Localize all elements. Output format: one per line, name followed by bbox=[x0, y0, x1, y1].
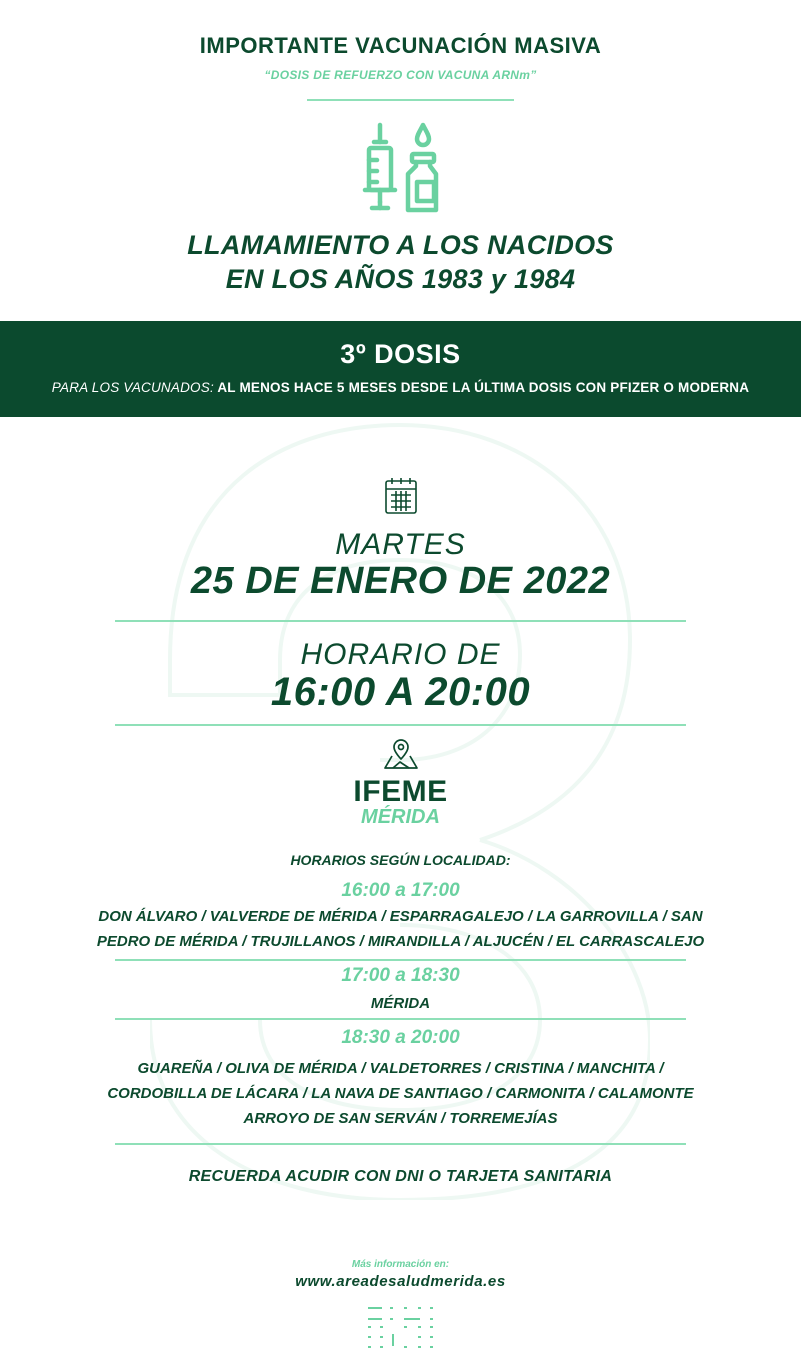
headline bbox=[0, 228, 801, 296]
hours-divider bbox=[115, 724, 686, 726]
event-hours: 16:00 A 20:00 bbox=[270, 670, 531, 714]
towns-line: ARROYO DE SAN SERVÁN / TORREMEJÍAS bbox=[243, 1110, 558, 1127]
slot-time: 18:30 a 20:00 bbox=[341, 1027, 460, 1048]
reminder-text: RECUERDA ACUDIR CON DNI O TARJETA SANITARIA bbox=[188, 1168, 613, 1185]
slot-time: 16:00 a 17:00 bbox=[341, 880, 460, 901]
towns-line: GUAREÑA / OLIVA DE MÉRIDA / VALDETORRES / CRISTINA / MANCHITA / bbox=[137, 1060, 664, 1077]
event-date: 25 DE ENERO DE 2022 bbox=[190, 560, 611, 602]
slot-divider bbox=[115, 959, 686, 961]
slot-towns bbox=[0, 991, 801, 1016]
dose-note-prefix: PARA LOS VACUNADOS: bbox=[51, 380, 214, 395]
dose-note-text: AL MENOS HACE 5 MESES DESDE LA ÚLTIMA DOSIS CON PFIZER O MODERNA bbox=[213, 380, 750, 395]
venue-city: MÉRIDA bbox=[361, 806, 440, 828]
slot-towns bbox=[0, 1056, 801, 1131]
slot-divider bbox=[115, 1018, 686, 1020]
towns-line: PEDRO DE MÉRIDA / TRUJILLANOS / MIRANDILLA / ALJUCÉN / EL CARRASCALEJO bbox=[96, 933, 705, 950]
subtitle: “DOSIS DE REFUERZO CON VACUNA ARNm” bbox=[264, 68, 537, 82]
website-link[interactable]: www.areadesaludmerida.es bbox=[295, 1273, 506, 1290]
slot-time: 17:00 a 18:30 bbox=[341, 965, 460, 986]
towns-line: MÉRIDA bbox=[370, 995, 431, 1012]
dose-note bbox=[0, 380, 801, 395]
slot-towns bbox=[0, 904, 801, 954]
syringe-vial-icon bbox=[360, 120, 442, 216]
event-day: MARTES bbox=[335, 528, 466, 561]
date-divider bbox=[115, 620, 686, 622]
towns-line: DON ÁLVARO / VALVERDE DE MÉRIDA / ESPARRAGALEJO / LA GARROVILLA / SAN bbox=[98, 908, 703, 925]
towns-line: CORDOBILLA DE LÁCARA / LA NAVA DE SANTIAGO / CARMONITA / CALAMONTE bbox=[107, 1085, 694, 1102]
headline-line-1: LLAMAMIENTO A LOS NACIDOS bbox=[187, 230, 614, 260]
health-area-logo-icon bbox=[364, 1304, 436, 1349]
venue-name: IFEME bbox=[353, 775, 448, 808]
hours-label: HORARIO DE bbox=[300, 638, 501, 671]
more-info-label: Más información en: bbox=[351, 1259, 450, 1270]
schedule-divider bbox=[115, 1143, 686, 1145]
title-divider bbox=[307, 99, 514, 101]
map-pin-icon bbox=[383, 738, 419, 770]
main-title: IMPORTANTE VACUNACIÓN MASIVA bbox=[199, 33, 602, 58]
schedule-label: HORARIOS SEGÚN LOCALIDAD: bbox=[290, 852, 511, 868]
dose-banner bbox=[0, 321, 801, 417]
calendar-icon bbox=[383, 476, 419, 516]
headline-line-2: EN LOS AÑOS 1983 y 1984 bbox=[225, 264, 576, 294]
dose-title: 3º DOSIS bbox=[340, 339, 461, 369]
